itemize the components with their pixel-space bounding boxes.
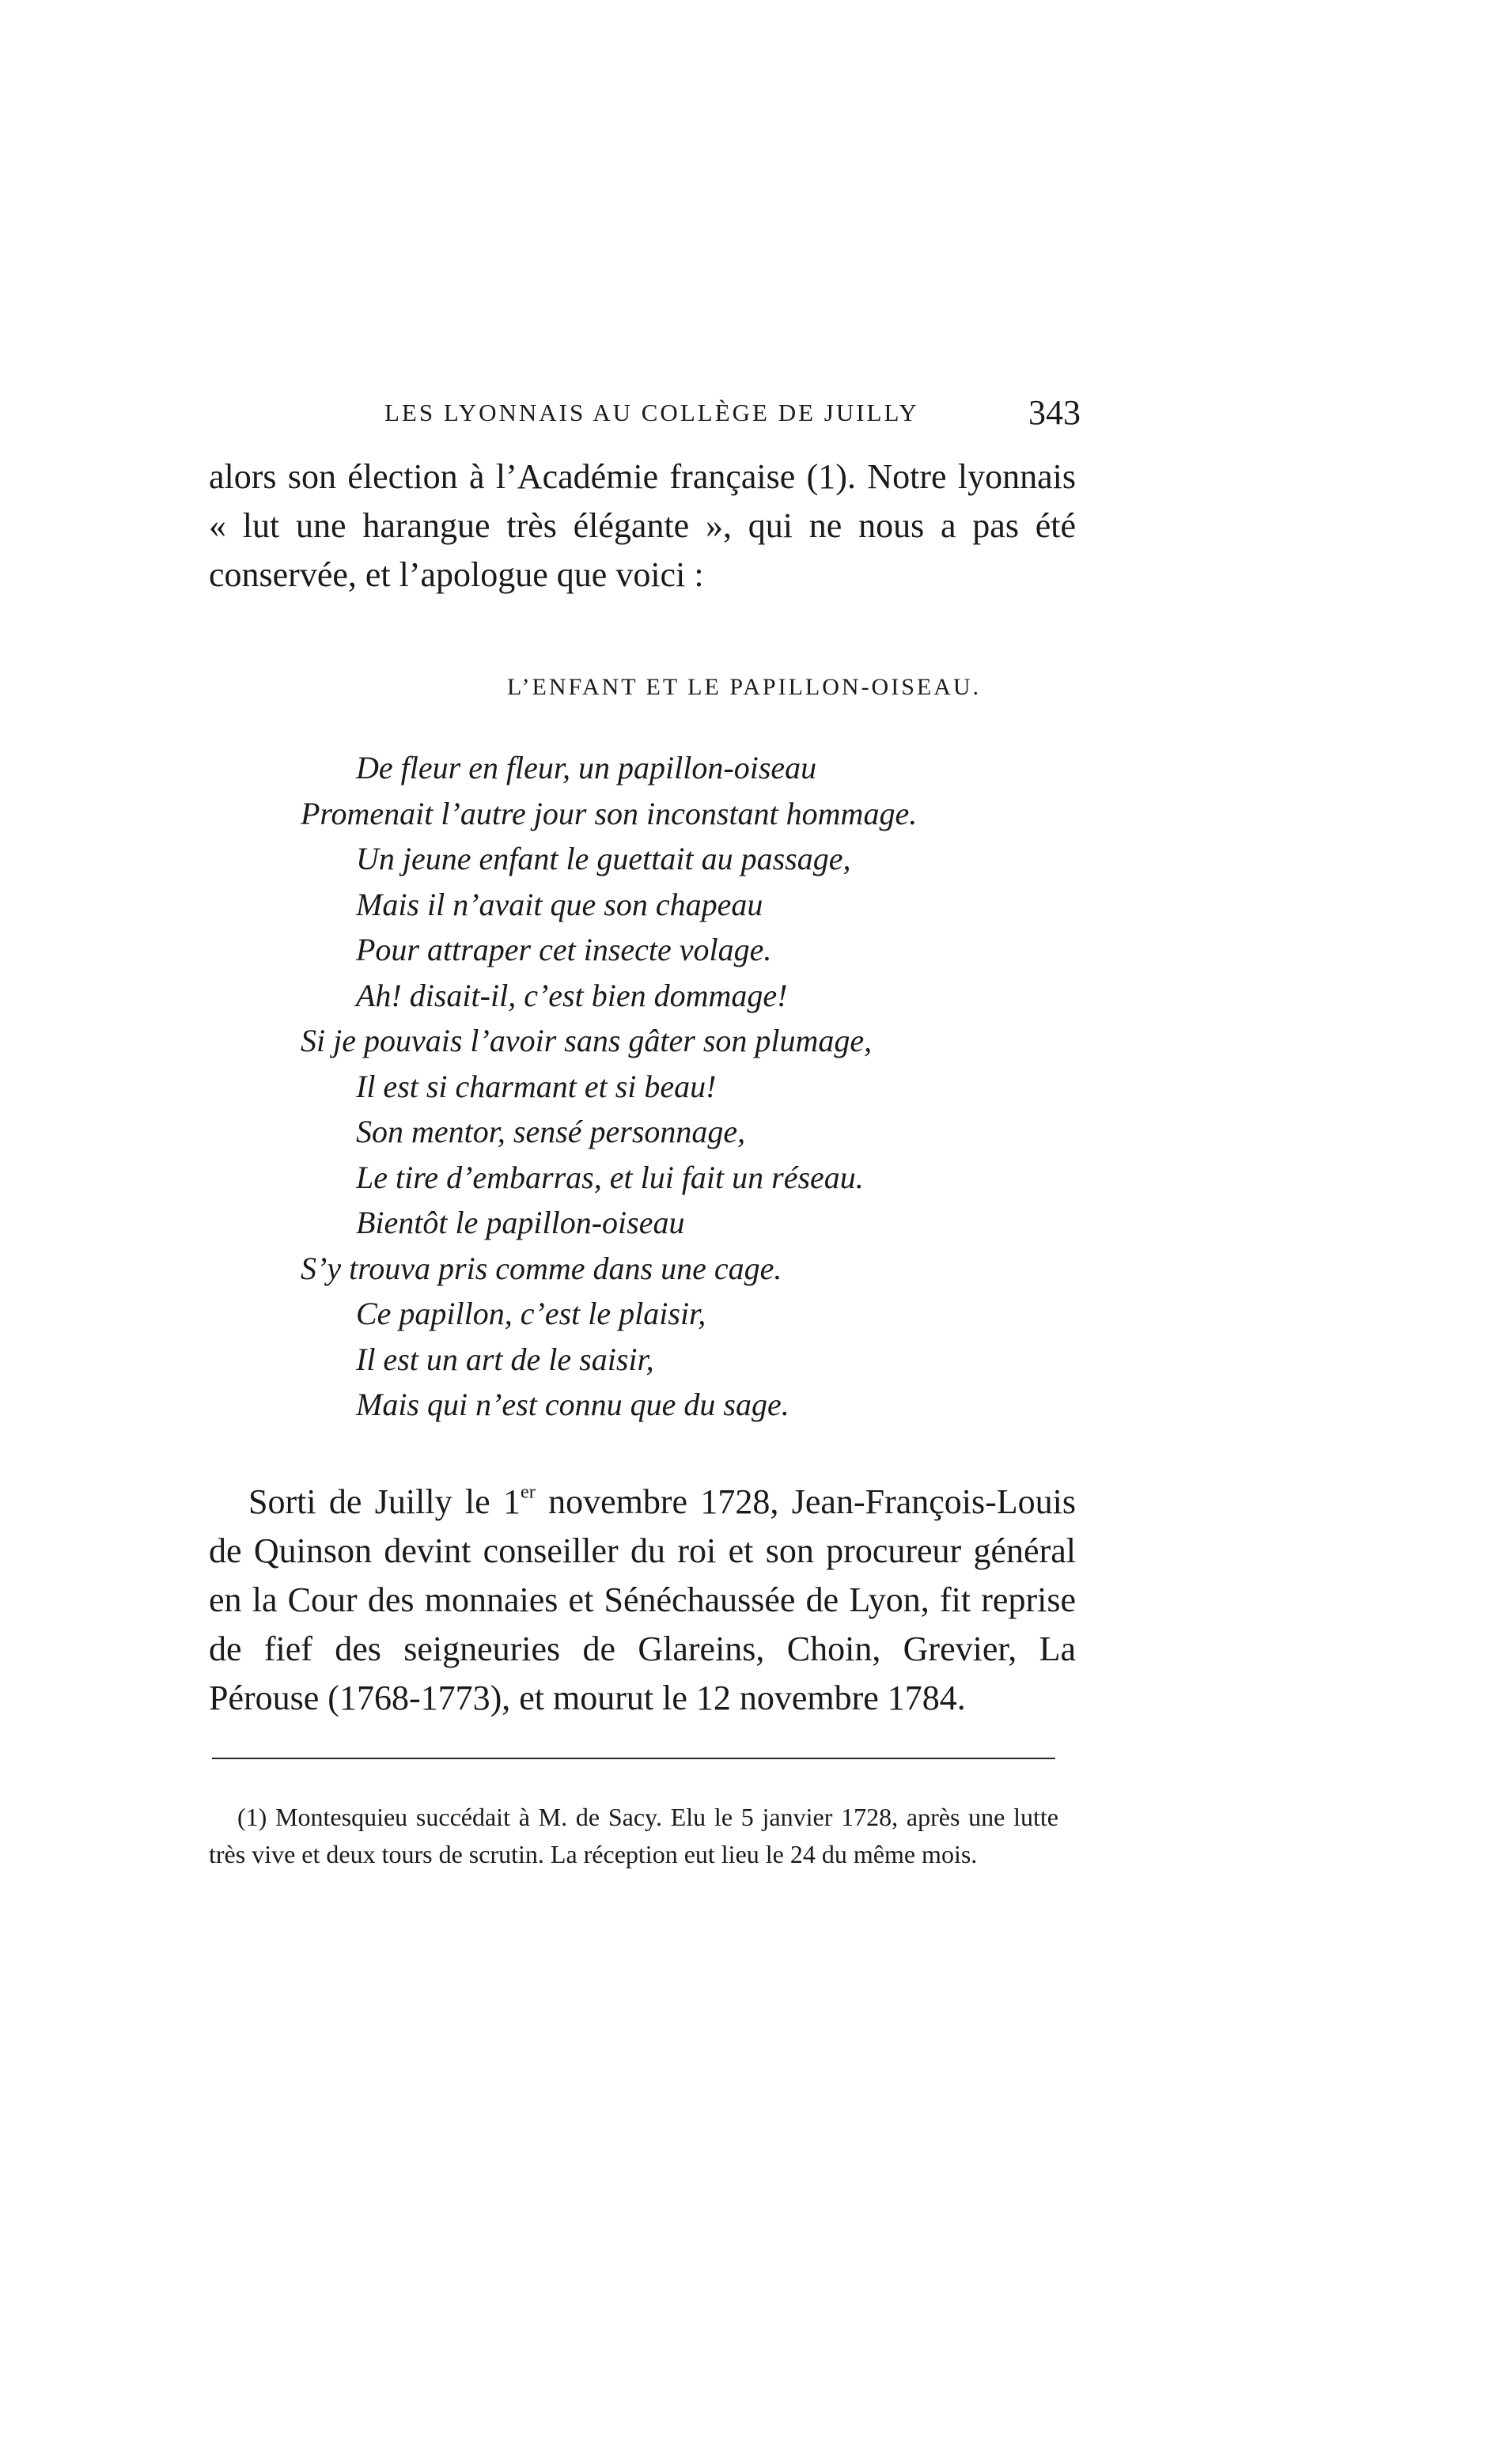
- verse-line: Si je pouvais l’avoir sans gâter son plumage,: [301, 1023, 873, 1058]
- footnote-text: (1) Montesquieu succédait à M. de Sacy. Elu le 5 janvier 1728, après une lutte très vive et deux tours de scrutin. La réception eut lieu le 24 du même mois.: [209, 1803, 1058, 1868]
- footnote: [209, 1799, 1058, 1873]
- verse-line: Il est un art de le saisir,: [356, 1341, 654, 1377]
- verse-line: Le tire d’embarras, et lui fait un réseau.: [356, 1159, 864, 1195]
- paragraph-text: alors son élection à l’Académie française (1). Notre lyonnais « lut une harangue très élégante », qui ne nous a pas été conservée, et l’apologue que voici :: [209, 457, 1076, 594]
- verse-line: Pour attraper cet insecte volage.: [356, 932, 772, 967]
- paragraph-text-rest: novembre 1728, Jean-François-Louis de Quinson devint conseiller du roi et son procureur général en la Cour des monnaies et Sénéchaussée de Lyon, fit reprise de fief des seigneuries de Glareins, Choin, Grevier, La Pérouse (1768-1773), et mourut le 12 novembre 1784.: [209, 1482, 1076, 1717]
- paragraph-intro: [209, 452, 1076, 600]
- verse-line: S’y trouva pris comme dans une cage.: [301, 1250, 782, 1286]
- poem-title: L’ENFANT ET LE PAPILLON-OISEAU.: [506, 674, 982, 700]
- page-number: 343: [1028, 393, 1081, 432]
- verse-line: Il est si charmant et si beau!: [356, 1068, 717, 1104]
- paragraph-text: [209, 1478, 1076, 1723]
- verse-line: Son mentor, sensé personnage,: [356, 1114, 746, 1149]
- page-header: [384, 392, 1081, 440]
- verse-line: De fleur en fleur, un papillon-oiseau: [356, 750, 817, 785]
- paragraph-biography: [209, 1478, 1076, 1723]
- paragraph-text-start: Sorti de Juilly le 1: [248, 1482, 521, 1521]
- verse-line: Un jeune enfant le guettait au passage,: [356, 841, 851, 876]
- poem: [301, 745, 1013, 1428]
- verse-line: Bientôt le papillon-oiseau: [356, 1205, 685, 1240]
- footnote-divider: [212, 1758, 1055, 1759]
- verse-line: Ah! disait-il, c’est bien dommage!: [356, 977, 788, 1013]
- verse-line: Ce papillon, c’est le plaisir,: [356, 1296, 706, 1331]
- verse-line: Mais qui n’est connu que du sage.: [356, 1387, 789, 1422]
- verse-line: Promenait l’autre jour son inconstant hommage.: [301, 795, 918, 831]
- verse-line: Mais il n’avait que son chapeau: [356, 886, 763, 922]
- running-head: LES LYONNAIS AU COLLÈGE DE JUILLY: [384, 399, 919, 426]
- ordinal-superscript: er: [521, 1481, 536, 1503]
